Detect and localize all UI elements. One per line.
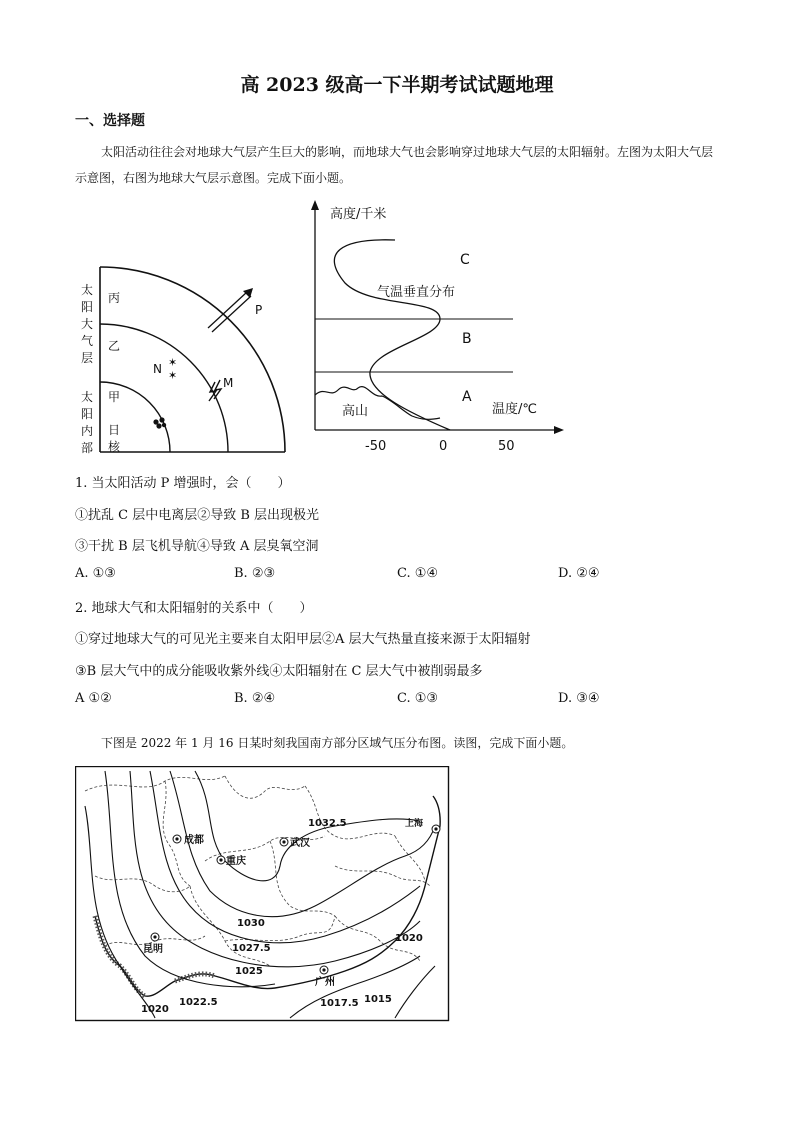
q1-statement-2: ③干扰 B 层飞机导航④导致 A 层臭氧空洞 (75, 539, 319, 554)
y-axis-arrow-icon (311, 200, 319, 210)
layer-c-label: C (460, 252, 470, 268)
isobar-label-1020-west: 1020 (141, 1004, 169, 1015)
label-p: P (255, 303, 263, 317)
q1-option-b[interactable]: B. ②③ (234, 566, 276, 581)
city-marker-icon (432, 825, 440, 833)
m-flare-icon (209, 380, 221, 401)
isobar-label-1020-east: 1020 (395, 933, 423, 944)
label-n: N (153, 362, 162, 376)
q1-option-d[interactable]: D. ②④ (558, 566, 600, 581)
city-marker-icon (320, 966, 328, 974)
side-label-bottom-1: 太 (81, 390, 94, 404)
side-label-top-2: 阳 (81, 300, 94, 314)
layer-label-yi: 乙 (108, 339, 121, 353)
mountain-label: 高山 (342, 404, 369, 419)
q2-stem: 2. 地球大气和太阳辐射的关系中（ ） (75, 601, 313, 616)
pressure-map (75, 766, 450, 1022)
q2-option-b[interactable]: B. ②④ (234, 691, 276, 706)
layer-label-he: 核 (108, 440, 121, 454)
q1-option-a[interactable]: A. ①③ (75, 566, 116, 581)
isobar-label-1032-5: 1032.5 (308, 818, 347, 829)
city-marker-icon (280, 838, 288, 846)
layer-a-label: A (462, 389, 472, 405)
x-tick-0: 0 (439, 439, 448, 454)
mountain-outline (315, 387, 440, 420)
city-marker-icon (151, 933, 159, 941)
earth-atmosphere-figure (300, 198, 570, 458)
side-label-bottom-2: 阳 (81, 407, 94, 421)
city-label-kunming: 昆明 (143, 944, 163, 955)
q2-option-c[interactable]: C. ①③ (397, 691, 439, 706)
isobar-label-1022-5: 1022.5 (179, 997, 218, 1008)
p-arrow-icon (208, 288, 253, 332)
x-axis-label: 温度/℃ (492, 402, 537, 417)
city-label-chongqing: 重庆 (226, 856, 246, 867)
section-heading: 一、选择题 (75, 113, 145, 129)
x-tick-50: 50 (498, 439, 515, 454)
city-label-chengdu: 成都 (184, 835, 204, 846)
city-label-wuhan: 武汉 (290, 838, 310, 849)
intro-paragraph-2: 下图是 2022 年 1 月 16 日某时刻我国南方部分区域气压分布图。读图，完成下面小题。 (101, 736, 574, 750)
isobar-label-1017-5: 1017.5 (320, 998, 359, 1009)
layer-label-jia: 甲 (108, 390, 121, 404)
q2-statement-1: ①穿过地球大气的可见光主要来自太阳甲层②A 层大气热量直接来源于太阳辐射 (75, 632, 531, 647)
side-label-bottom-3: 内 (81, 424, 94, 438)
isobar-label-1030: 1030 (237, 918, 265, 929)
label-m: M (223, 376, 234, 390)
solar-atmosphere-figure (75, 262, 305, 462)
q1-stem: 1. 当太阳活动 P 增强时，会（ ） (75, 476, 291, 491)
page-title: 高 2023 级高一下半期考试试题地理 (240, 74, 554, 96)
isobar-label-1025: 1025 (235, 966, 263, 977)
star-icon: ✶ (168, 356, 178, 369)
q2-option-a[interactable]: A ①② (75, 691, 112, 706)
layer-label-bing: 丙 (108, 291, 121, 305)
curve-label: 气温垂直分布 (377, 285, 456, 300)
side-label-top-3: 大 (81, 317, 94, 331)
star-icon: ✶ (168, 369, 178, 382)
q2-option-d[interactable]: D. ③④ (558, 691, 600, 706)
isobar-label-1027-5: 1027.5 (232, 943, 271, 954)
side-label-top-4: 气 (81, 334, 94, 348)
side-label-top-1: 太 (81, 283, 94, 297)
layer-label-ri: 日 (108, 423, 121, 437)
side-label-bottom-4: 部 (81, 441, 94, 455)
city-marker-icon (217, 856, 225, 864)
isobar-label-1015: 1015 (364, 994, 392, 1005)
q2-statement-2: ③B 层大气中的成分能吸收紫外线④太阳辐射在 C 层大气中被削弱最多 (75, 664, 483, 679)
x-axis-arrow-icon (554, 426, 564, 434)
city-marker-icon (173, 835, 181, 843)
outer-layer-arc (100, 267, 285, 452)
y-axis-label: 高度/千米 (330, 207, 387, 222)
city-label-guangzhou: 广州 (315, 977, 335, 988)
sunspot-dots (153, 417, 166, 428)
city-label-shanghai: 上海 (405, 819, 424, 829)
side-label-top-5: 层 (81, 351, 94, 365)
intro-paragraph: 太阳活动往往会对地球大气层产生巨大的影响，而地球大气也会影响穿过地球大气层的太阳辐射。左图为太阳大气层示意图，右图为地球大气层示意图。完成下面小题。 (75, 145, 714, 185)
layer-b-label: B (462, 331, 472, 347)
q1-option-c[interactable]: C. ①④ (397, 566, 439, 581)
q1-statement-1: ①扰乱 C 层中电离层②导致 B 层出现极光 (75, 508, 320, 523)
x-tick-minus50: -50 (365, 439, 387, 454)
